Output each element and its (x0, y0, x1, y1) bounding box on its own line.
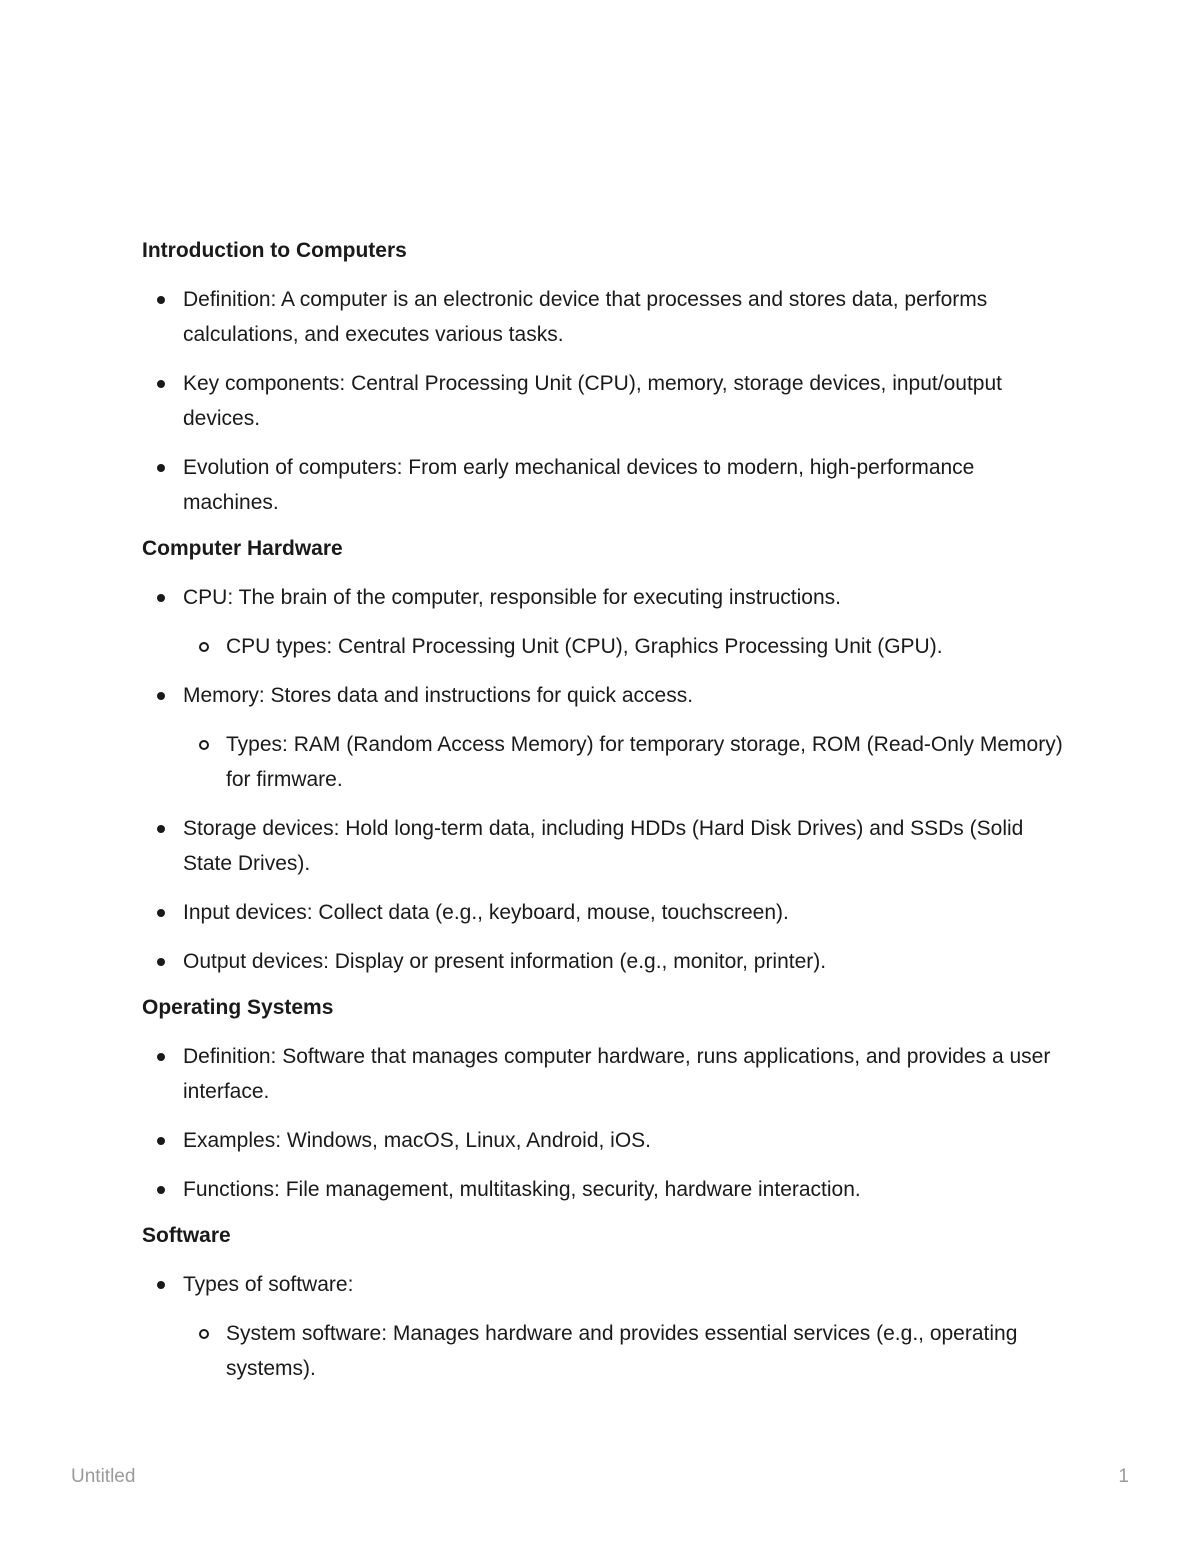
list-item-text: Definition: Software that manages computer hardware, runs applications, and provides a user interface. (183, 1045, 1051, 1103)
bullet-dot-icon (157, 296, 165, 304)
list-item-text: Input devices: Collect data (e.g., keyboard, mouse, touchscreen). (183, 901, 789, 924)
sub-bullet-list (183, 727, 1072, 797)
bullet-dot-icon (157, 464, 165, 472)
bullet-dot-icon (157, 594, 165, 602)
sub-list-item (183, 1316, 1072, 1386)
list-item-text: Storage devices: Hold long-term data, including HDDs (Hard Disk Drives) and SSDs (Solid State Drives). (183, 817, 1024, 875)
list-item (142, 450, 1072, 520)
bullet-dot-icon (157, 958, 165, 966)
bullet-list (142, 1267, 1072, 1386)
bullet-circle-icon (199, 642, 209, 652)
list-item (142, 811, 1072, 881)
bullet-dot-icon (157, 1186, 165, 1194)
sub-list-item-text: CPU types: Central Processing Unit (CPU), Graphics Processing Unit (GPU). (226, 635, 943, 658)
list-item (142, 366, 1072, 436)
bullet-dot-icon (157, 1137, 165, 1145)
bullet-list (142, 580, 1072, 979)
sub-list-item (183, 727, 1072, 797)
bullet-dot-icon (157, 692, 165, 700)
section-introduction (142, 236, 1072, 520)
sub-bullet-list (183, 629, 1072, 664)
bullet-circle-icon (199, 740, 209, 750)
list-item-text: Output devices: Display or present information (e.g., monitor, printer). (183, 950, 827, 973)
section-heading: Software (142, 1224, 231, 1247)
section-heading: Introduction to Computers (142, 239, 407, 262)
list-item-text: Evolution of computers: From early mechanical devices to modern, high-performance machines. (183, 456, 975, 514)
sub-list-item-text: Types: RAM (Random Access Memory) for temporary storage, ROM (Read-Only Memory) for firmware. (226, 733, 1063, 791)
list-item (142, 580, 1072, 664)
list-item-text: Examples: Windows, macOS, Linux, Android, iOS. (183, 1129, 652, 1152)
section-heading: Operating Systems (142, 996, 334, 1019)
bullet-circle-icon (199, 1329, 209, 1339)
sub-list-item-text: System software: Manages hardware and provides essential services (e.g., operating systems). (226, 1322, 1018, 1380)
list-item-text: Types of software: (183, 1273, 354, 1296)
list-item-text: Key components: Central Processing Unit (CPU), memory, storage devices, input/output devices. (183, 372, 1002, 430)
list-item (142, 282, 1072, 352)
list-item (142, 944, 1072, 979)
list-item (142, 678, 1072, 797)
bullet-dot-icon (157, 825, 165, 833)
list-item-text: CPU: The brain of the computer, responsible for executing instructions. (183, 586, 841, 609)
footer-document-title: Untitled (71, 1466, 136, 1487)
list-item-text: Definition: A computer is an electronic device that processes and stores data, performs calculations, and executes various tasks. (183, 288, 988, 346)
section-computer-hardware (142, 534, 1072, 979)
bullet-dot-icon (157, 1053, 165, 1061)
sub-list-item (183, 629, 1072, 664)
list-item-text: Memory: Stores data and instructions for quick access. (183, 684, 694, 707)
bullet-list (142, 282, 1072, 520)
bullet-dot-icon (157, 380, 165, 388)
list-item (142, 1039, 1072, 1109)
section-software (142, 1221, 1072, 1386)
section-heading: Computer Hardware (142, 537, 343, 560)
section-operating-systems (142, 993, 1072, 1207)
sub-bullet-list (183, 1316, 1072, 1386)
document-body (142, 236, 1072, 1400)
list-item-text: Functions: File management, multitasking, security, hardware interaction. (183, 1178, 861, 1201)
list-item (142, 1172, 1072, 1207)
footer-page-number: 1 (1118, 1466, 1129, 1487)
list-item (142, 1123, 1072, 1158)
bullet-dot-icon (157, 909, 165, 917)
bullet-dot-icon (157, 1281, 165, 1289)
list-item (142, 895, 1072, 930)
list-item (142, 1267, 1072, 1386)
bullet-list (142, 1039, 1072, 1207)
